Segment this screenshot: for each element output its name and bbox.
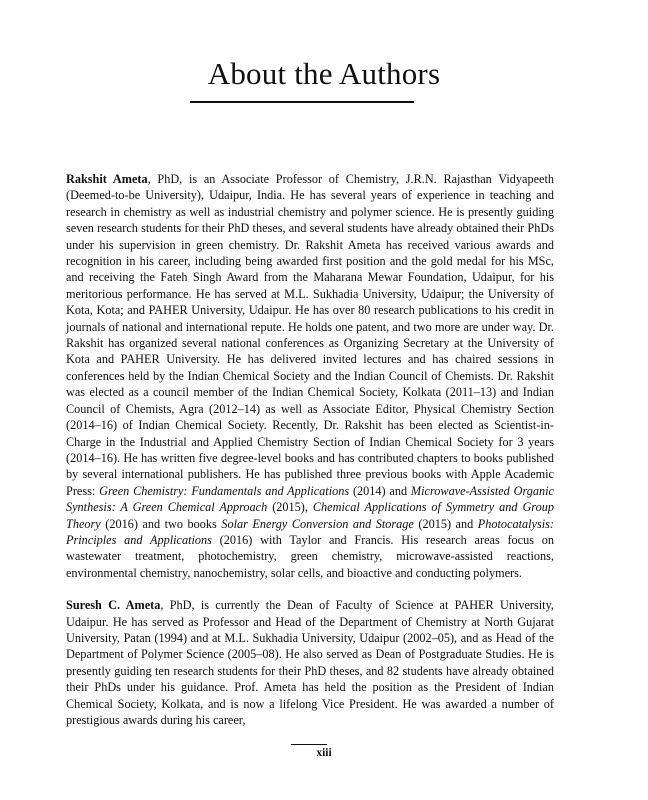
- bio-segment: (2016) and two books: [100, 516, 222, 531]
- author-bios: [66, 171, 554, 728]
- bio-segment: , PhD, is an Associate Professor of Chemistry, J.R.N. Rajasthan Vidyapeeth (Deemed-to-be University), Udaipur, India. He has several years of experience in teaching and research in chemistry as well as industrial chemistry and polymer science. He is presently guiding seven research students for their PhD theses, and several students have already obtained their PhDs under his supervision in green chemistry. Dr. Rakshit Ameta has received various awards and recognition in his career, including being awarded first position and the gold medal for his MSc, and receiving the Fateh Singh Award from the Maharana Mewar Foundation, Udaipur, for his meritorious performance. He has served at M.L. Sukhadia University, Udaipur; the University of Kota, Kota; and PAHER University, Udaipur. He has over 80 research publications to his credit in journals of national and international repute. He holds one patent, and two more are under way. Dr. Rakshit has organized several national conferences as Organizing Secretary at the University of Kota and PAHER University. He has delivered invited lectures and has chaired sessions in conferences held by the Indian Chemical Society and the Indian Council of Chemists. Dr. Rakshit was elected as a council member of the Indian Chemical Society, Kolkata (2011–13) and Indian Council of Chemists, Agra (2012–14) as well as Associate Editor, Physical Chemistry Section (2014–16) of Indian Chemical Society. Recently, Dr. Rakshit has been elected as Scientist-in-Charge in the Industrial and Applied Chemistry Section of Indian Chemical Society for 3 years (2014–16). He has written five degree-level books and has contributed chapters to books published by several international publishers. He has published three previous books with Apple Academic Press:: [66, 172, 554, 498]
- book-title: Green Chemistry: Fundamentals and Applications: [99, 483, 350, 498]
- bio-segment: , PhD, is currently the Dean of Faculty of Science at PAHER University, Udaipur. He has served as Professor and Head of the Department of Chemistry at North Gujarat University, Patan (1994) and at M.L. Sukhadia University, Udaipur (2002–05), and as Head of the Department of Polymer Science (2005–08). He also served as Dean of Postgraduate Studies. He is presently guiding ten research students for their PhD theses, and 82 students have already obtained their PhDs under his guidance. Prof. Ameta has held the position as the President of Indian Chemical Society, Kolkata, and is now a lifelong Vice President. He was awarded a number of prestigious awards during his career,: [66, 598, 554, 727]
- bio-segment: (2015),: [267, 500, 313, 515]
- author-name: Rakshit Ameta: [66, 172, 148, 186]
- author-name: Suresh C. Ameta: [66, 598, 161, 613]
- page-number-rule: [291, 744, 327, 745]
- book-title: Microwave-Assisted Organic Synthesis: A Green Chemical Approach: [66, 483, 554, 515]
- bio-paragraph-suresh-ameta: [66, 597, 554, 728]
- book-title: Photocatalysis: Principles and Applications: [66, 516, 554, 547]
- bio-segment: (2014) and: [349, 483, 411, 498]
- book-title: Solar Energy Conversion and Storage: [221, 516, 414, 531]
- page-number: xiii: [316, 747, 332, 759]
- page-title: About the Authors: [207, 56, 441, 91]
- book-title: Chemical Applications of Symmetry and Group Theory: [66, 500, 554, 531]
- bio-paragraph-rakshit-ameta: [66, 171, 554, 581]
- title-underline: [190, 101, 414, 103]
- bio-segment: (2016) with Taylor and Francis. His research areas focus on wastewater treatment, photochemistry, green chemistry, microwave-assisted reactions, environmental chemistry, nanochemistry, solar cells, and bioactive and conducting polymers.: [66, 532, 554, 580]
- bio-segment: (2015) and: [413, 516, 478, 531]
